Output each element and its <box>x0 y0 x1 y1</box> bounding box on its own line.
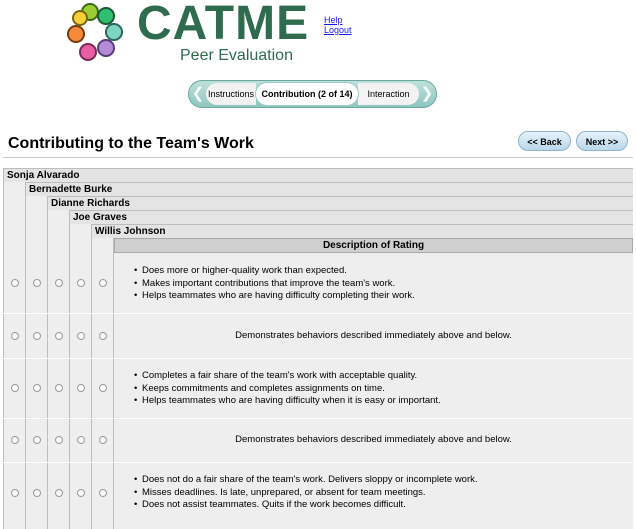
top-links <box>324 15 352 35</box>
description-bullet: • Does more or higher-quality work than expected. <box>134 265 415 278</box>
row-separator <box>3 418 633 419</box>
description-bullet: • Makes important contributions that improve the team's work. <box>134 278 415 291</box>
divider <box>3 157 633 158</box>
description-header: Description of Rating <box>114 238 633 253</box>
rating-description <box>134 265 415 303</box>
column-line <box>3 168 4 529</box>
back-button[interactable]: << Back <box>518 131 571 151</box>
rating-description <box>134 370 441 408</box>
column-line <box>69 210 70 529</box>
page-title: Contributing to the Team's Work <box>8 135 254 152</box>
description-bullet: • Helps teammates who are having difficulty when it is easy or important. <box>134 395 441 408</box>
member-header-willis-johnson: Willis Johnson <box>91 224 633 238</box>
rating-radio-joe-graves[interactable] <box>77 489 85 497</box>
step-interaction[interactable]: Interaction <box>358 83 419 105</box>
rating-radio-dianne-richards[interactable] <box>55 489 63 497</box>
rating-radio-sonja-alvarado[interactable] <box>11 436 19 444</box>
member-header-dianne-richards: Dianne Richards <box>47 196 633 210</box>
description-bullet: • Misses deadlines. Is late, unprepared, or absent for team meetings. <box>134 487 478 500</box>
row-separator <box>3 313 633 314</box>
rating-radio-sonja-alvarado[interactable] <box>11 489 19 497</box>
member-header-joe-graves: Joe Graves <box>69 210 633 224</box>
rating-grid <box>3 168 633 529</box>
rating-radio-willis-johnson[interactable] <box>99 384 107 392</box>
intermediate-description: Demonstrates behaviors described immediately above and below. <box>235 434 512 445</box>
rating-radio-sonja-alvarado[interactable] <box>11 332 19 340</box>
rating-radio-dianne-richards[interactable] <box>55 384 63 392</box>
row-separator <box>3 358 633 359</box>
intermediate-description: Demonstrates behaviors described immediately above and below. <box>235 330 512 341</box>
chevron-left-icon[interactable]: ❮ <box>191 85 205 102</box>
rating-radio-willis-johnson[interactable] <box>99 279 107 287</box>
description-bullet: • Keeps commitments and completes assignments on time. <box>134 383 441 396</box>
member-header-sonja-alvarado: Sonja Alvarado <box>3 168 633 182</box>
rating-radio-bernadette-burke[interactable] <box>33 332 41 340</box>
column-line <box>25 182 26 529</box>
rating-radio-willis-johnson[interactable] <box>99 436 107 444</box>
step-instructions[interactable]: Instructions <box>206 83 256 105</box>
description-bullet: • Does not assist teammates. Quits if the work becomes difficult. <box>134 499 478 512</box>
logout-link[interactable]: Logout <box>324 25 352 35</box>
help-link[interactable]: Help <box>324 15 343 25</box>
column-line <box>91 224 92 529</box>
description-bullet: • Does not do a fair share of the team's work. Delivers sloppy or incomplete work. <box>134 474 478 487</box>
rating-radio-sonja-alvarado[interactable] <box>11 279 19 287</box>
logo-wordmark: CATME <box>137 0 310 50</box>
rating-radio-bernadette-burke[interactable] <box>33 384 41 392</box>
rating-radio-joe-graves[interactable] <box>77 384 85 392</box>
rating-radio-willis-johnson[interactable] <box>99 489 107 497</box>
rating-radio-dianne-richards[interactable] <box>55 436 63 444</box>
rating-radio-dianne-richards[interactable] <box>55 332 63 340</box>
column-line <box>113 238 114 529</box>
step-navigator <box>188 80 437 108</box>
rating-radio-joe-graves[interactable] <box>77 279 85 287</box>
rating-radio-joe-graves[interactable] <box>77 436 85 444</box>
member-header-bernadette-burke: Bernadette Burke <box>25 182 633 196</box>
description-bullet: • Helps teammates who are having difficulty completing their work. <box>134 290 415 303</box>
next-button[interactable]: Next >> <box>576 131 628 151</box>
description-bullet: • Completes a fair share of the team's work with acceptable quality. <box>134 370 441 383</box>
rating-radio-bernadette-burke[interactable] <box>33 489 41 497</box>
logo-subtitle: Peer Evaluation <box>180 47 293 64</box>
row-separator <box>3 462 633 463</box>
rating-radio-dianne-richards[interactable] <box>55 279 63 287</box>
chevron-right-icon[interactable]: ❯ <box>420 85 434 102</box>
step-contribution-current: Contribution (2 of 14) <box>256 83 358 105</box>
rating-radio-willis-johnson[interactable] <box>99 332 107 340</box>
rating-radio-sonja-alvarado[interactable] <box>11 384 19 392</box>
column-line <box>47 196 48 529</box>
rating-radio-joe-graves[interactable] <box>77 332 85 340</box>
team-circle-icon <box>62 0 132 66</box>
rating-radio-bernadette-burke[interactable] <box>33 436 41 444</box>
rating-radio-bernadette-burke[interactable] <box>33 279 41 287</box>
rating-description <box>134 474 478 512</box>
catme-logo <box>62 0 312 66</box>
